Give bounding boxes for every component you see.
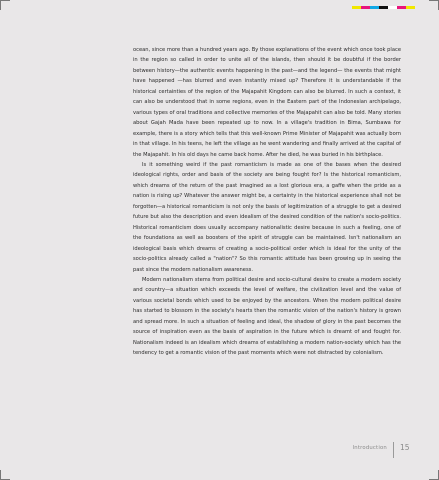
color-swatch <box>406 6 415 9</box>
color-swatch <box>361 6 370 9</box>
paragraph: Modern nationalism stems from political desire and socio-cultural desire to create a modern society and country—a situation which exceeds the level of welfare, the civilization level and the value of various societal bonds which used to be enjoyed by the ancestors. When the modern political desire has started to blossom in the society's hearts then the romantic vision of the nation's history is grown and spread more. In such a situation of feeling and ideal, the shadow of glory in the past becomes the source of inspiration even as the basis of aspiration in the future which is dreamt of and fought for. Nationalism indeed is an idealism which dreams of establishing a modern nation-society which has the tendency to get a romantic vision of the past moments which were not distracted by colonialism. <box>133 276 401 357</box>
crop-mark-top-left <box>0 0 10 1</box>
color-swatch <box>352 6 361 9</box>
color-swatch <box>379 6 388 9</box>
body-text <box>133 45 401 359</box>
section-label: Introduction <box>352 445 387 451</box>
color-swatch <box>397 6 406 9</box>
paragraph: ocean, since more than a hundred years ago. By those explanations of the event which once took place in the region so called in order to unite all of the islands, then should it be doubtful if the border between history—the authentic events happening in the past—and the legend— the events that might have happened —has blurred and even instantly mixed up? Therefore it is understandable if the historical certainties of the region of the Majapahit Kingdom can also be blurred. In such a context, it can also be understood that in some regions, even in the Eastern part of the Indonesian archipelago, various types of oral traditions and collective memories of the Majapahit can also be told. Many stories about Gajah Mada have been repeated up to now. In a village's tradition in Bima, Sumbawa for example, there is a story which tells that this well-known Prime Minister of Majapahit was actually born in that village. In his teens, he left the village as he went wandering and finally arrived at the capital of the Majapahit. In his old days he came back home. After he died, he was buried in his birthplace. <box>133 47 401 158</box>
page-number: 15 <box>400 443 410 452</box>
crop-mark-top-left <box>0 0 1 10</box>
color-swatch <box>370 6 379 9</box>
color-swatch <box>388 6 397 9</box>
paragraph: Is it something weird if the past romanticism is made as one of the bases when the desired ideological rights, order and basis of the society are being fought for? Is the historical romanticism, which dreams of the return of the past imagined as a lost glorious era, a gaffe when the pride as a nation is rising up? Whatever the answer might be, a certainty in the historical experience shall not be forgotten—a historical romanticism is not only the basis of legitimization of a struggle to get a desired future but also the description and even idealism of the desired condition of the nation's socio-politics. Historical romanticism does usually accompany nationalistic desire because in such a feeling, one of the foundations as well as boosters of the spirit of struggle can be maintained. Isn't nationalism an ideological basis which dreams of creating a socio-political order which is ideal for the unity of the socio-politics already called a "nation"? So this romantic attitude has been growing up in seeing the past since the modern nationalism awareness. <box>133 161 401 273</box>
footer-divider <box>393 442 394 458</box>
crop-mark-bottom-left <box>0 470 1 480</box>
page-footer <box>0 442 439 458</box>
registration-color-bar <box>352 6 415 9</box>
